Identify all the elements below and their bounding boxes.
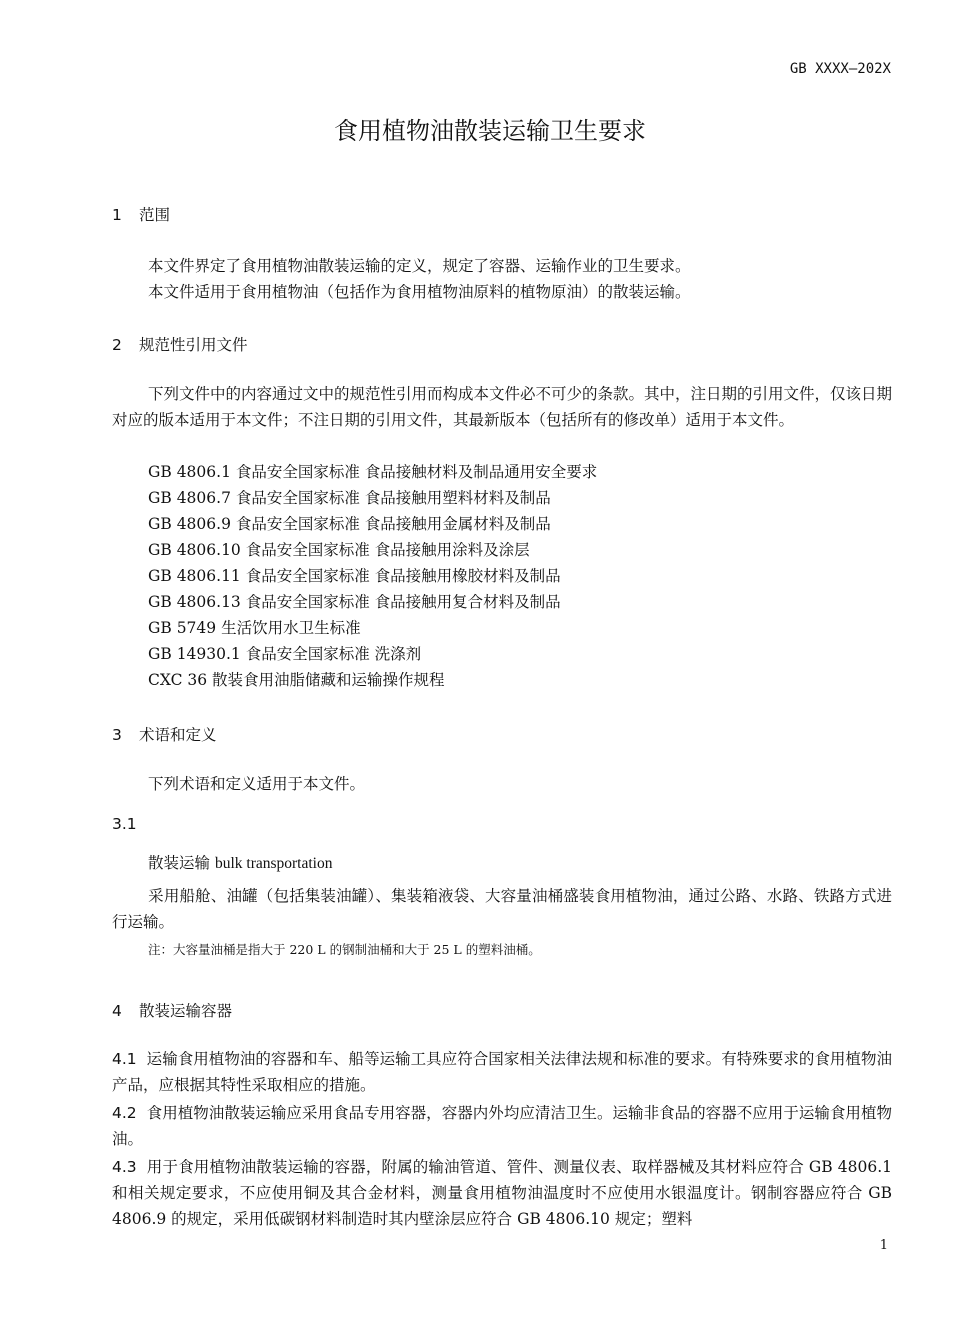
section-2-heading [112,333,248,355]
clause-text: 食用植物油散装运输应采用食品专用容器，容器内外均应清洁卫生。运输非食品的容器不应用于运输食用植物油。 [112,1104,892,1148]
section-number: 4 [112,1002,122,1020]
paragraph-text: 下列文件中的内容通过文中的规范性引用而构成本文件必不可少的条款。其中，注日期的引用文件，仅该日期对应的版本适用于本文件；不注日期的引用文件，其最新版本（包括所有的修改单）适用于本文件。 [112,385,893,429]
clause-text: 用于食用植物油散装运输的容器，附属的输油管道、管件、测量仪表、取样器械及其材料应符合 GB 4806.1 和相关规定要求，不应使用铜及其合金材料，测量食用植物油温度时不应使用水银温度计。钢制容器应符合 GB 4806.9 的规定，采用低碳钢材料制造时其内壁涂层应符合 GB 4806.10 规定；塑料 [112,1158,892,1228]
clause-text: 运输食用植物油的容器和车、船等运输工具应符合国家相关法律法规和标准的要求。有特殊要求的食用植物油产品，应根据其特性采取相应的措施。 [112,1050,892,1094]
section-1-heading [112,203,170,225]
reference-item: GB 4806.1 食品安全国家标准 食品接触材料及制品通用安全要求 [148,463,598,481]
reference-item: GB 4806.13 食品安全国家标准 食品接触用复合材料及制品 [148,593,561,611]
reference-item: CXC 36 散装食用油脂储藏和运输操作规程 [148,671,445,689]
section-number: 1 [112,206,122,224]
section-title: 范围 [139,206,171,224]
reference-item: GB 4806.10 食品安全国家标准 食品接触用涂料及涂层 [148,541,530,559]
paragraph: 本文件适用于食用植物油（包括作为食用植物油原料的植物原油）的散装运输。 [148,283,691,301]
clause [112,1154,892,1232]
paragraph: 下列术语和定义适用于本文件。 [148,775,366,793]
definition-text: 采用船舱、油罐（包括集装油罐）、集装箱液袋、大容量油桶盛装食用植物油，通过公路、水路、铁路方式进行运输。 [112,887,892,931]
section-number: 3 [112,726,122,744]
clause-number: 4.3 [112,1158,137,1176]
section-number: 2 [112,336,122,354]
term-english: bulk transportation [214,855,333,872]
clause-number: 4.1 [112,1050,137,1068]
reference-item: GB 4806.7 食品安全国家标准 食品接触用塑料材料及制品 [148,489,551,507]
page-number: 1 [879,1238,888,1253]
section-title: 术语和定义 [139,726,217,744]
section-title: 规范性引用文件 [139,336,248,354]
subsection-number: 3.1 [112,815,137,833]
paragraph [112,381,892,433]
standard-code: GB XXXX—202X [789,61,891,77]
section-title: 散装运输容器 [139,1002,233,1020]
term-heading [148,851,332,873]
section-3-heading [112,723,217,745]
clause [112,1100,892,1152]
section-4-heading [112,999,232,1021]
term-chinese: 散装运输 [148,854,211,872]
reference-item: GB 14930.1 食品安全国家标准 洗涤剂 [148,645,422,663]
definition [112,883,892,935]
note: 注：大容量油桶是指大于 220 L 的钢制油桶和大于 25 L 的塑料油桶。 [148,942,541,957]
page-title: 食用植物油散装运输卫生要求 [334,117,646,145]
paragraph: 本文件界定了食用植物油散装运输的定义，规定了容器、运输作业的卫生要求。 [148,257,691,275]
clause-number: 4.2 [112,1104,137,1122]
reference-item: GB 5749 生活饮用水卫生标准 [148,619,361,637]
clause [112,1046,892,1098]
reference-item: GB 4806.9 食品安全国家标准 食品接触用金属材料及制品 [148,515,551,533]
reference-item: GB 4806.11 食品安全国家标准 食品接触用橡胶材料及制品 [148,567,561,585]
